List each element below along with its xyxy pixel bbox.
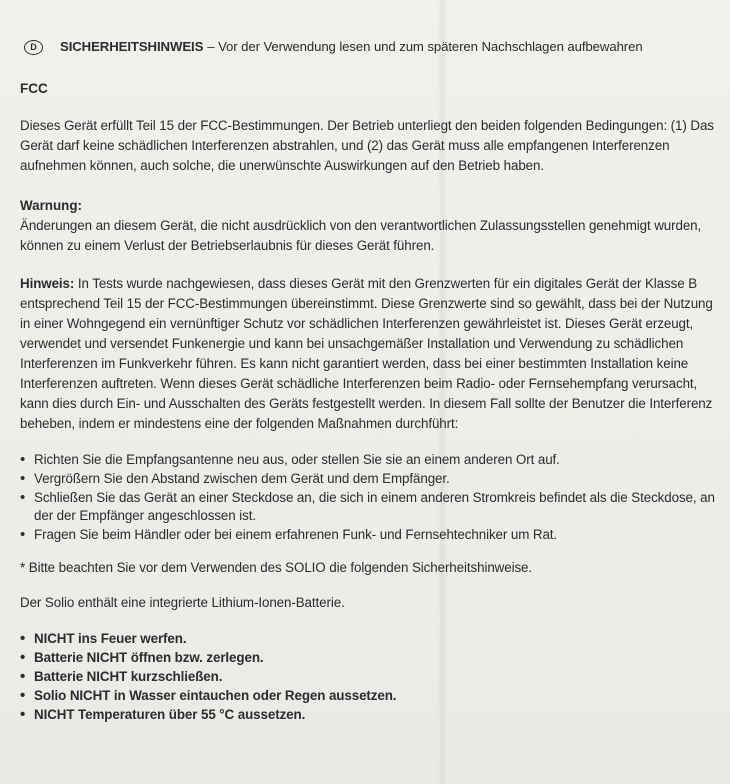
list-item: • Solio NICHT in Wasser eintauchen oder Regen aussetzen. bbox=[20, 687, 720, 705]
hint-paragraph bbox=[20, 274, 720, 434]
measures-list bbox=[20, 451, 720, 544]
safety-title: SICHERHEITSHINWEIS bbox=[60, 39, 204, 54]
battery-intro: Der Solio enthält eine integrierte Lithium-Ionen-Batterie. bbox=[20, 595, 345, 610]
list-item: • Richten Sie die Empfangsantenne neu aus, oder stellen Sie sie an einem anderen Ort auf. bbox=[20, 451, 720, 469]
list-item: • Vergrößern Sie den Abstand zwischen dem Gerät und dem Empfänger. bbox=[20, 470, 720, 488]
list-item: • Batterie NICHT öffnen bzw. zerlegen. bbox=[20, 649, 720, 667]
fcc-paragraph: Dieses Gerät erfüllt Teil 15 der FCC-Bestimmungen. Der Betrieb unterliegt den beiden folgenden Bedingungen: (1) Das Gerät darf keine schädlichen Interferenzen abstrahlen, und (2) das Gerät muss alle empfangenen Interferenzen aufnehmen können, auch solche, die unerwünschte Auswirkungen auf den Betrieb haben. bbox=[20, 118, 714, 173]
safety-note: * Bitte beachten Sie vor dem Verwenden des SOLIO die folgenden Sicherheitshinweise. bbox=[20, 560, 533, 575]
warning-label: Warnung: bbox=[20, 198, 82, 213]
hint-label: Hinweis: bbox=[20, 276, 75, 291]
hint-text: In Tests wurde nachgewiesen, dass dieses Gerät mit den Grenzwerten für ein digitales Gerät der Klasse B entsprechend Teil 15 der FCC-Bestimmungen übereinstimmt. Diese Grenzwerte sind so gewählt, dass bei der Nutzung in einer Wohngegend ein vernünftiger Schutz vor schädlichen Interferenzen gewährleistet ist. Dieses Gerät erzeugt, verwendet und versendet Funkenergie und kann bei unsachgemäßer Installation und Verwendung zu schädlichen Interferenzen im Funkverkehr führen. Es kann nicht garantiert werden, dass bei einer bestimmten Installation keine Interferenzen auftreten. Wenn dieses Gerät schädliche Interferenzen beim Radio- oder Fernsehempfang verursacht, kann dies durch Ein- und Ausschalten des Geräts festgestellt werden. In diesem Fall sollte der Benutzer die Interferenz beheben, indem er mindestens eine der folgenden Maßnahmen durchführt: bbox=[20, 276, 713, 431]
battery-warnings-list bbox=[20, 630, 720, 724]
warning-text: Änderungen an diesem Gerät, die nicht ausdrücklich von den verantwortlichen Zulassungsstellen genehmigt wurden, können zu einem Verlust der Betriebserlaubnis für dieses Gerät führen. bbox=[20, 218, 702, 253]
safety-header bbox=[20, 37, 720, 57]
safety-subtitle: – Vor der Verwendung lesen und zum späteren Nachschlagen aufbewahren bbox=[207, 39, 643, 54]
list-item: • Schließen Sie das Gerät an einer Steckdose an, die sich in einem anderen Stromkreis befindet als die Steckdose, an der der Empfänger angeschlossen ist. bbox=[20, 489, 720, 525]
list-item: • NICHT ins Feuer werfen. bbox=[20, 630, 720, 648]
list-item: • Batterie NICHT kurzschließen. bbox=[20, 668, 720, 686]
document-page bbox=[20, 37, 720, 725]
fcc-heading: FCC bbox=[20, 81, 48, 96]
list-item: • Fragen Sie beim Händler oder bei einem erfahrenen Funk- und Fernsehtechniker um Rat. bbox=[20, 526, 720, 544]
language-badge: D bbox=[24, 40, 43, 55]
list-item: • NICHT Temperaturen über 55 °C aussetzen. bbox=[20, 706, 720, 724]
